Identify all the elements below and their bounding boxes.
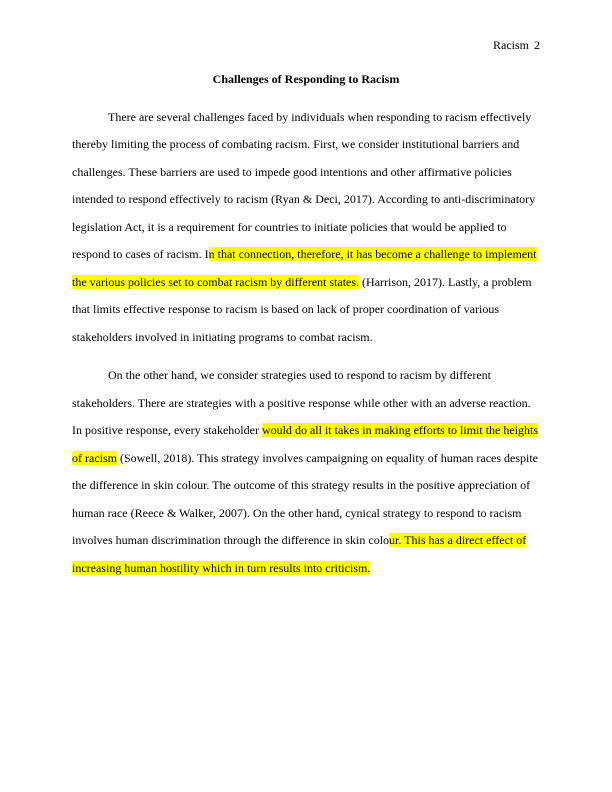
highlighted-text: n that connection, therefore, it has become a challenge to implement xyxy=(208,247,537,261)
paragraph-2-line-2: stakeholders. There are strategies with a positive response while other with an adverse reaction. xyxy=(72,396,531,410)
paragraph-1-line-4: intended to respond effectively to racism (Ryan & Deci, 2017). According to anti-discriminatory xyxy=(72,192,536,206)
highlighted-text: ur. This has a direct effect of xyxy=(389,533,527,547)
paragraph-1-line-8: that limits effective response to racism is based on lack of proper coordination of various xyxy=(72,302,499,316)
paragraph-2-line-5: the difference in skin colour. The outcome of this strategy results in the positive appreciation of xyxy=(72,478,531,492)
running-head xyxy=(493,38,540,52)
plain-text: involves human discrimination through the difference in skin colo xyxy=(72,533,390,547)
paragraph-1-line-7 xyxy=(72,275,532,289)
highlighted-text: would do all it takes in making efforts to limit the heights xyxy=(261,423,539,437)
running-head-title: Racism xyxy=(493,38,529,52)
paragraph-2-line-1: On the other hand, we consider strategies used to respond to racism by different xyxy=(108,368,492,382)
section-title: Challenges of Responding to Racism xyxy=(212,72,400,86)
highlighted-text: of racism xyxy=(72,451,117,465)
paragraph-1-line-1: There are several challenges faced by individuals when responding to racism effectively xyxy=(108,110,532,124)
plain-text: respond to cases of racism. I xyxy=(72,247,209,261)
paragraph-2-line-6: human race (Reece & Walker, 2007). On the other hand, cynical strategy to respond to racism xyxy=(72,506,522,520)
plain-text: In positive response, every stakeholder xyxy=(72,423,262,437)
paragraph-1-line-2: thereby limiting the process of combating racism. First, we consider institutional barriers and xyxy=(72,137,520,151)
paragraph-2-line-7 xyxy=(72,533,526,547)
paragraph-1-line-6 xyxy=(72,247,537,261)
highlighted-text: increasing human hostility which in turn results into criticism. xyxy=(72,561,371,575)
plain-text: (Harrison, 2017). Lastly, a problem xyxy=(359,275,532,289)
plain-text: (Sowell, 2018). This strategy involves campaigning on equality of human races despite xyxy=(116,451,539,465)
paragraph-2-line-3 xyxy=(72,423,538,437)
page-number: 2 xyxy=(534,38,540,52)
paragraph-2-line-8 xyxy=(72,561,370,575)
highlighted-text: the various policies set to combat racism by different states. xyxy=(72,275,360,289)
paragraph-1-line-5: legislation Act, it is a requirement for countries to initiate policies that would be applied to xyxy=(72,220,507,234)
paragraph-1-line-9: stakeholders involved in initiating programs to combat racism. xyxy=(72,330,373,344)
paragraph-2-line-4 xyxy=(72,451,538,465)
paragraph-1-line-3: challenges. These barriers are used to impede good intentions and other affirmative policies xyxy=(72,165,512,179)
